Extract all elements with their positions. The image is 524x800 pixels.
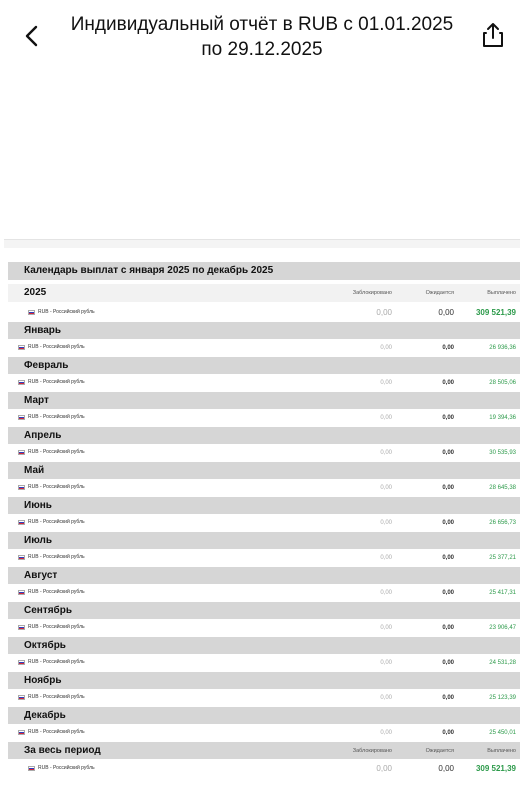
russia-flag-icon	[18, 730, 25, 735]
blocked-value: 0,00	[380, 660, 392, 666]
month-label: Март	[24, 395, 49, 406]
currency-label: RUB - Российский рубль	[28, 624, 85, 630]
expected-value: 0,00	[442, 625, 454, 631]
report-title: Календарь выплат с января 2025 по декабрь 2025	[8, 262, 520, 280]
expected-value: 0,00	[438, 308, 454, 317]
paid-value: 309 521,39	[475, 308, 516, 317]
month-header-row	[8, 497, 520, 514]
paid-value: 26 936,36	[489, 345, 516, 351]
russia-flag-icon	[18, 450, 25, 455]
blank-page	[4, 70, 520, 240]
month-currency-row	[8, 550, 520, 564]
month-header-row	[8, 357, 520, 374]
month-header-row	[8, 672, 520, 689]
blocked-value: 0,00	[380, 590, 392, 596]
month-currency-row	[8, 690, 520, 704]
blocked-value: 0,00	[380, 380, 392, 386]
currency-label: RUB - Российский рубль	[28, 379, 85, 385]
month-label: Июнь	[24, 500, 52, 511]
blocked-value: 0,00	[380, 695, 392, 701]
russia-flag-icon	[18, 555, 25, 560]
currency-label: RUB - Российский рубль	[28, 659, 85, 665]
column-header-paid: Выплачено	[487, 748, 516, 754]
month-label: Апрель	[24, 430, 62, 441]
paid-value: 28 645,38	[489, 485, 516, 491]
blocked-value: 0,00	[380, 520, 392, 526]
total-header-row	[8, 742, 520, 759]
currency-label: RUB - Российский рубль	[38, 309, 95, 315]
currency-label: RUB - Российский рубль	[28, 729, 85, 735]
back-button[interactable]	[16, 20, 48, 52]
expected-value: 0,00	[442, 730, 454, 736]
currency-label: RUB - Российский рубль	[28, 694, 85, 700]
document-viewer[interactable]	[4, 70, 520, 800]
expected-value: 0,00	[442, 415, 454, 421]
month-header-row	[8, 532, 520, 549]
column-header-paid: Выплачено	[487, 290, 516, 296]
share-icon	[481, 22, 505, 48]
month-label: Сентябрь	[24, 605, 72, 616]
month-label: Февраль	[24, 360, 69, 371]
currency-label: RUB - Российский рубль	[28, 484, 85, 490]
blocked-value: 0,00	[376, 308, 392, 317]
russia-flag-icon	[18, 520, 25, 525]
top-bar	[0, 0, 524, 70]
chevron-left-icon	[24, 25, 40, 47]
expected-value: 0,00	[442, 660, 454, 666]
russia-flag-icon	[28, 310, 35, 315]
month-currency-row	[8, 480, 520, 494]
year-currency-row	[8, 305, 520, 319]
month-label: Декабрь	[24, 710, 66, 721]
paid-value: 19 394,36	[489, 415, 516, 421]
column-header-expected: Ожидается	[425, 748, 454, 754]
month-header-row	[8, 427, 520, 444]
currency-label: RUB - Российский рубль	[28, 344, 85, 350]
expected-value: 0,00	[442, 345, 454, 351]
blocked-value: 0,00	[380, 485, 392, 491]
currency-label: RUB - Российский рубль	[28, 589, 85, 595]
paid-value: 24 531,28	[489, 660, 516, 666]
blocked-value: 0,00	[380, 415, 392, 421]
expected-value: 0,00	[442, 695, 454, 701]
blocked-value: 0,00	[380, 625, 392, 631]
payout-calendar-report	[4, 248, 520, 800]
russia-flag-icon	[18, 695, 25, 700]
expected-value: 0,00	[442, 520, 454, 526]
column-header-blocked: Заблокировано	[352, 290, 392, 296]
paid-value: 30 535,93	[489, 450, 516, 456]
month-label: Январь	[24, 325, 62, 336]
month-header-row	[8, 462, 520, 479]
blocked-value: 0,00	[380, 555, 392, 561]
russia-flag-icon	[18, 345, 25, 350]
paid-value: 26 656,73	[489, 520, 516, 526]
month-label: Ноябрь	[24, 675, 62, 686]
year-label: 2025	[24, 287, 47, 298]
russia-flag-icon	[18, 660, 25, 665]
expected-value: 0,00	[438, 764, 454, 773]
month-header-row	[8, 567, 520, 584]
month-label: Август	[24, 570, 58, 581]
russia-flag-icon	[28, 766, 35, 771]
month-currency-row	[8, 585, 520, 599]
currency-label: RUB - Российский рубль	[28, 554, 85, 560]
currency-label: RUB - Российский рубль	[28, 519, 85, 525]
russia-flag-icon	[18, 625, 25, 630]
russia-flag-icon	[18, 485, 25, 490]
paid-value: 309 521,39	[475, 764, 516, 773]
expected-value: 0,00	[442, 450, 454, 456]
month-currency-row	[8, 340, 520, 354]
paid-value: 25 123,39	[489, 695, 516, 701]
year-header-row	[8, 284, 520, 302]
month-currency-row	[8, 410, 520, 424]
expected-value: 0,00	[442, 555, 454, 561]
column-header-expected: Ожидается	[425, 290, 454, 296]
russia-flag-icon	[18, 590, 25, 595]
month-label: Октябрь	[24, 640, 66, 651]
total-label: За весь период	[24, 745, 101, 756]
month-header-row	[8, 322, 520, 339]
blocked-value: 0,00	[376, 764, 392, 773]
month-currency-row	[8, 375, 520, 389]
month-currency-row	[8, 620, 520, 634]
paid-value: 25 417,31	[489, 590, 516, 596]
month-header-row	[8, 707, 520, 724]
blocked-value: 0,00	[380, 450, 392, 456]
expected-value: 0,00	[442, 590, 454, 596]
month-currency-row	[8, 445, 520, 459]
currency-label: RUB - Российский рубль	[28, 449, 85, 455]
paid-value: 25 450,01	[489, 730, 516, 736]
currency-label: RUB - Российский рубль	[28, 414, 85, 420]
blocked-value: 0,00	[380, 730, 392, 736]
share-button[interactable]	[476, 18, 510, 52]
page-title: Индивидуальный отчёт в RUB с 01.01.2025 по 29.12.2025	[70, 14, 454, 60]
month-currency-row	[8, 655, 520, 669]
expected-value: 0,00	[442, 380, 454, 386]
month-currency-row	[8, 515, 520, 529]
paid-value: 23 906,47	[489, 625, 516, 631]
month-header-row	[8, 637, 520, 654]
russia-flag-icon	[18, 380, 25, 385]
month-currency-row	[8, 725, 520, 739]
russia-flag-icon	[18, 415, 25, 420]
paid-value: 28 505,06	[489, 380, 516, 386]
currency-label: RUB - Российский рубль	[38, 765, 95, 771]
month-label: Май	[24, 465, 45, 476]
month-header-row	[8, 392, 520, 409]
month-header-row	[8, 602, 520, 619]
expected-value: 0,00	[442, 485, 454, 491]
blocked-value: 0,00	[380, 345, 392, 351]
column-header-blocked: Заблокировано	[352, 748, 392, 754]
paid-value: 25 377,21	[489, 555, 516, 561]
month-label: Июль	[24, 535, 52, 546]
total-currency-row	[8, 761, 520, 775]
